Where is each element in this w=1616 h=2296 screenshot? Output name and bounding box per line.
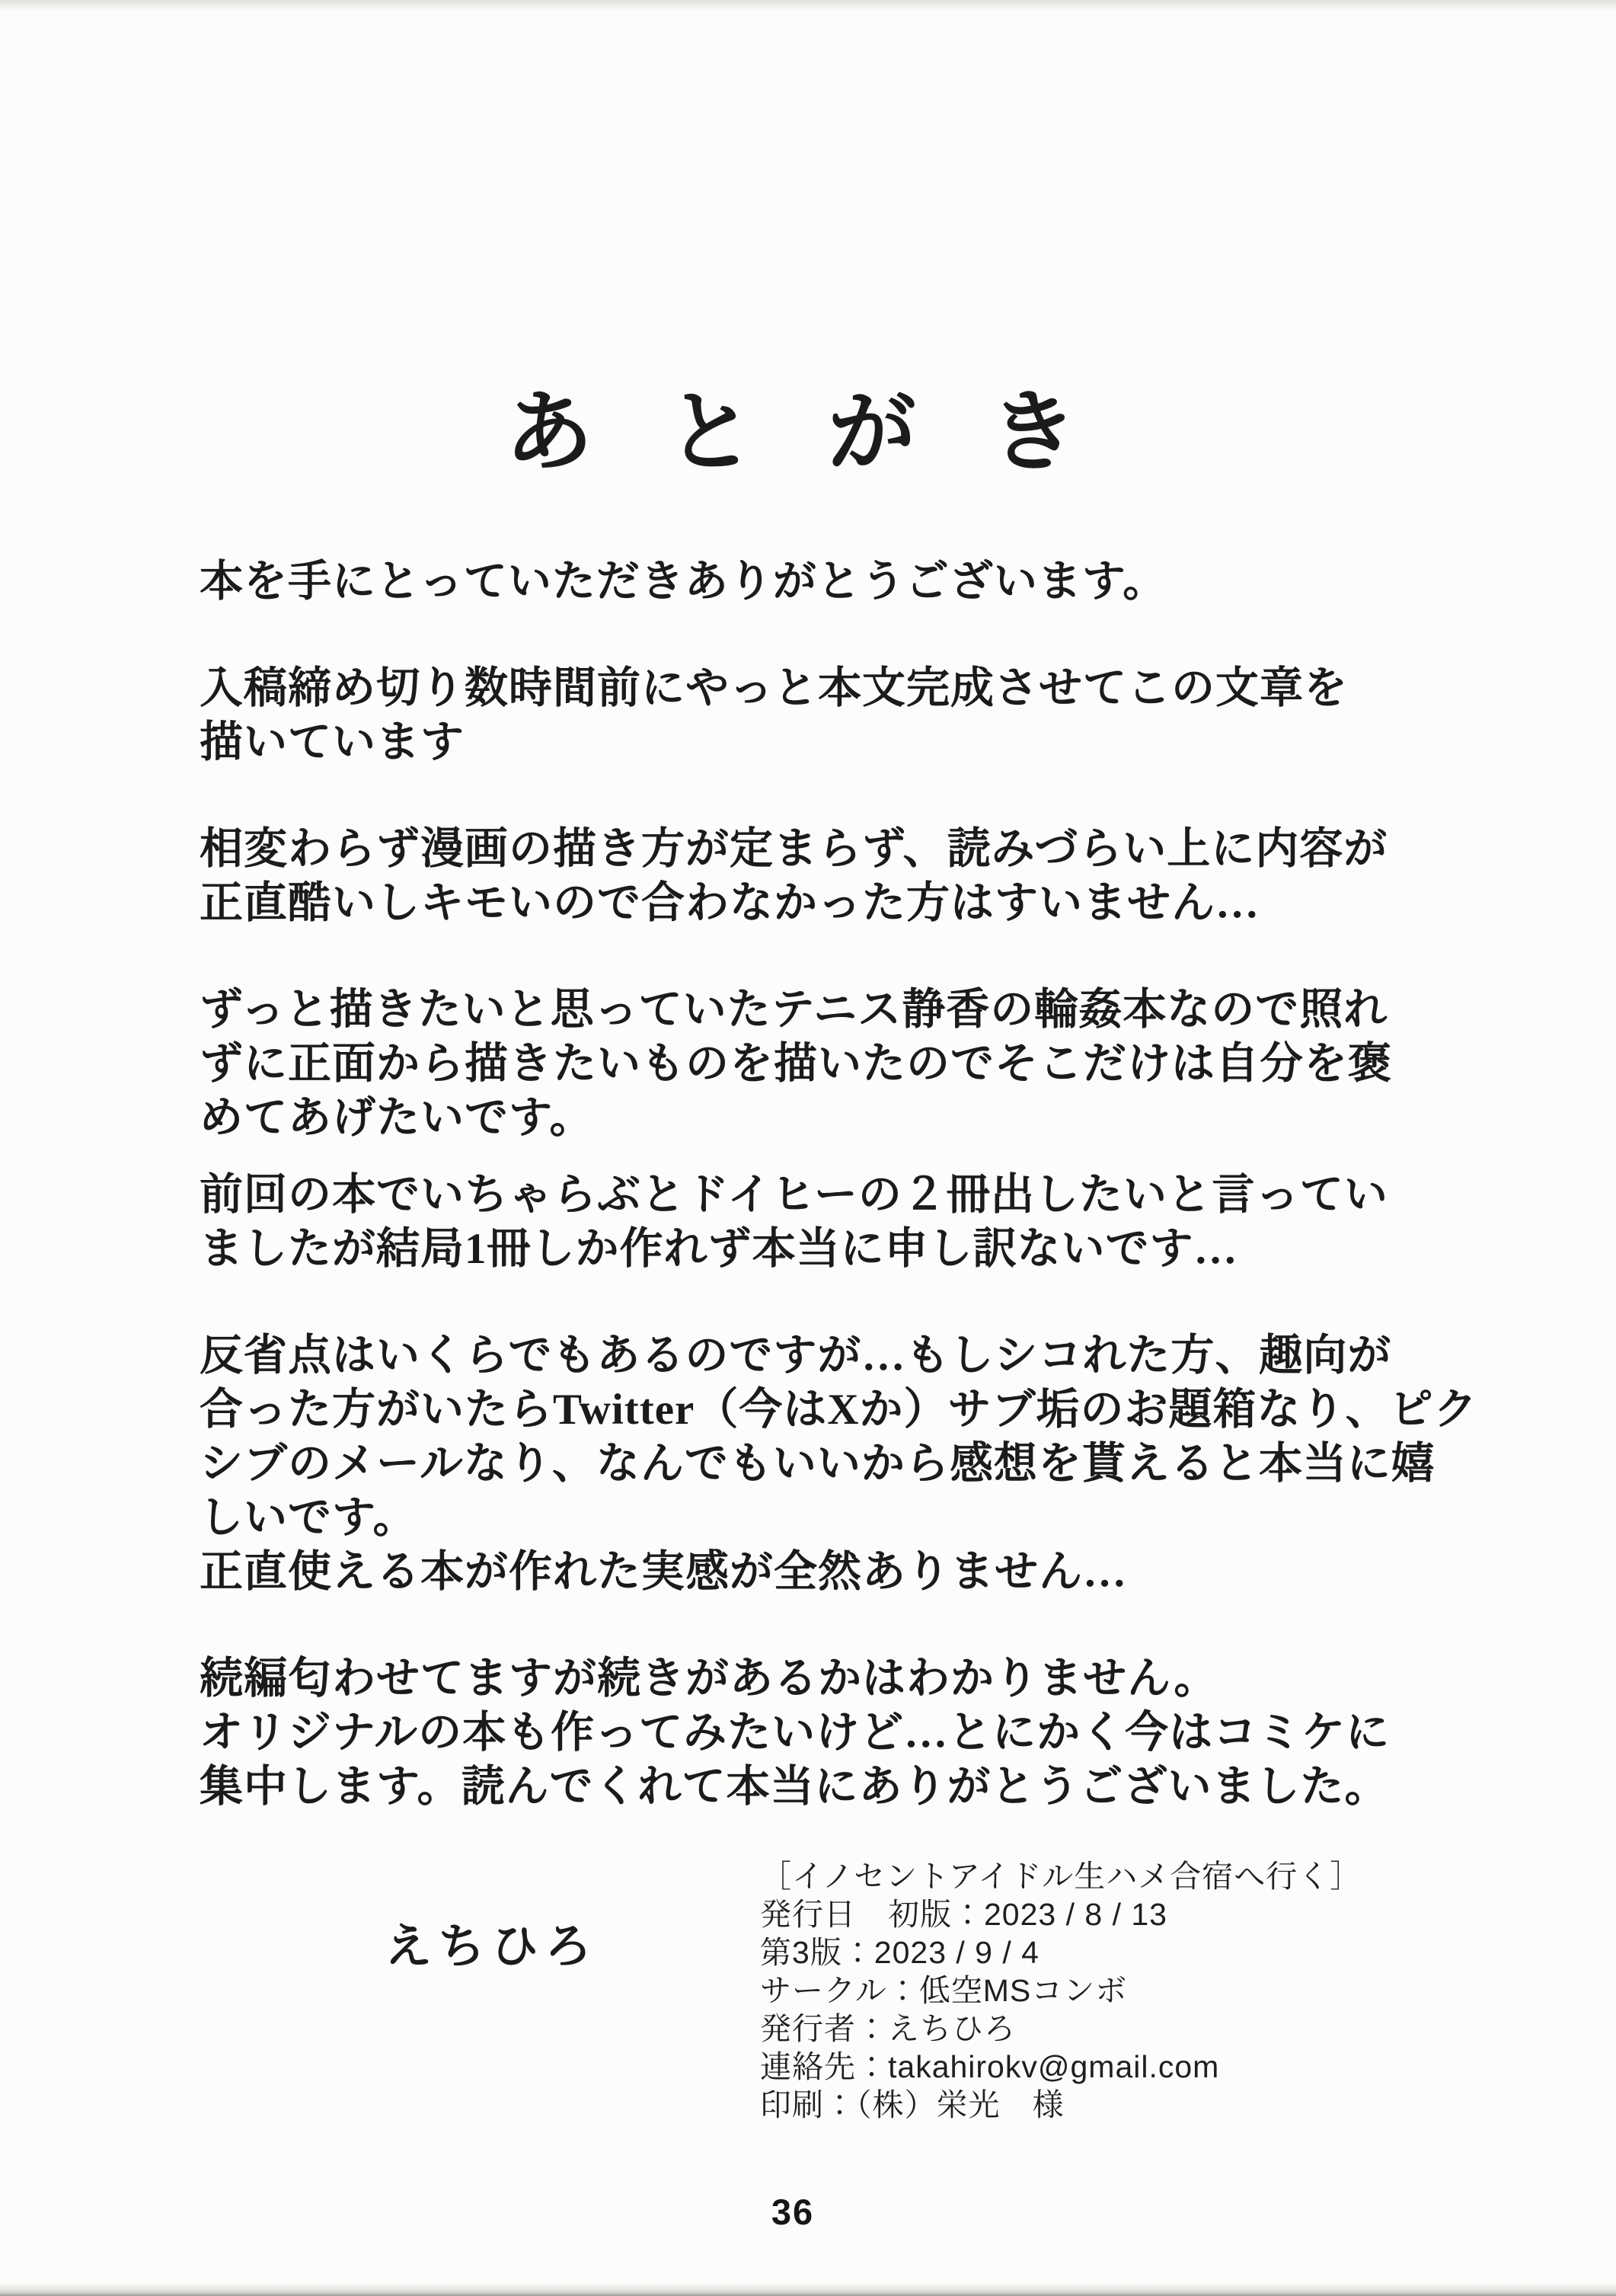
scan-edge-bottom [0,2282,1616,2296]
paragraph-deadline [200,661,1494,769]
paragraph-apology [200,822,1494,930]
text-line: 入稿締め切り数時間前にやっと本文完成させてこの文章を [200,664,1348,712]
text-line: 相変わらず漫画の描き方が定まらず、読みづらい上に内容が [200,825,1388,873]
paragraph-feedback [200,1329,1494,1599]
text-line: 正直使える本が作れた実感が全然ありません… [200,1548,1127,1596]
page-number: 36 [771,2192,815,2232]
text-line: 続編匂わせてますが続きがあるかはわかりません。 [200,1655,1218,1703]
colophon-third-edition: 第3版：2023 / 9 / 4 [760,1935,1040,1970]
colophon-block [760,1857,1362,2124]
afterword-body [200,555,1494,1814]
colophon-publisher: 発行者：えちひろ [760,2011,1016,2046]
colophon-issue-date: 発行日 初版：2023 / 8 / 13 [760,1897,1167,1932]
colophon-contact-email: 連絡先：takahirokv@gmail.com [760,2049,1220,2084]
paragraph-motivation [200,983,1494,1145]
text-line: 合った方がいたらTwitter（今はXか）サブ垢のお題箱なり、ピク [200,1386,1478,1434]
colophon-circle: サークル：低空MSコンボ [760,1973,1128,2008]
text-line: ましたが結局1冊しか作れず本当に申し訳ないです… [200,1225,1238,1273]
paragraph-two-books [200,1168,1494,1276]
paragraph-thanks [200,555,1494,609]
text-line: 正直酷いしキモいので合わなかった方はすいません… [200,879,1260,927]
text-line: ずっと描きたいと思っていたテニス静香の輪姦本なので照れ [200,986,1388,1034]
text-line: 集中します。読んでくれて本当にありがとうございました。 [200,1763,1389,1811]
text-line: しいです。 [200,1494,417,1542]
scan-edge-top [0,0,1616,11]
text-line: 本を手にとっていただきありがとうございます。 [200,558,1167,606]
text-line: 前回の本でいちゃらぶとドイヒーの２冊出したいと言ってい [200,1171,1388,1219]
text-line: オリジナルの本も作ってみたいけど…とにかく今はコミケに [200,1709,1391,1757]
text-line: シブのメールなり、なんでもいいから感想を貰えると本当に嬉 [200,1440,1436,1488]
colophon-book-title: ［イノセントアイドル生ハメ合宿へ行く］ [760,1859,1362,1894]
page-title: あとがき [505,384,1151,482]
author-signature: えちひろ [385,1921,599,1973]
text-line: 反省点はいくらでもあるのですが…もしシコれた方、趣向が [200,1332,1392,1380]
text-line: めてあげたいです。 [200,1094,594,1142]
colophon-printer: 印刷：（株）栄光 様 [760,2087,1065,2122]
text-line: ずに正面から描きたいものを描いたのでそこだけは自分を褒 [200,1040,1392,1088]
text-line: 描いています [200,718,465,766]
paragraph-closing [200,1652,1494,1814]
